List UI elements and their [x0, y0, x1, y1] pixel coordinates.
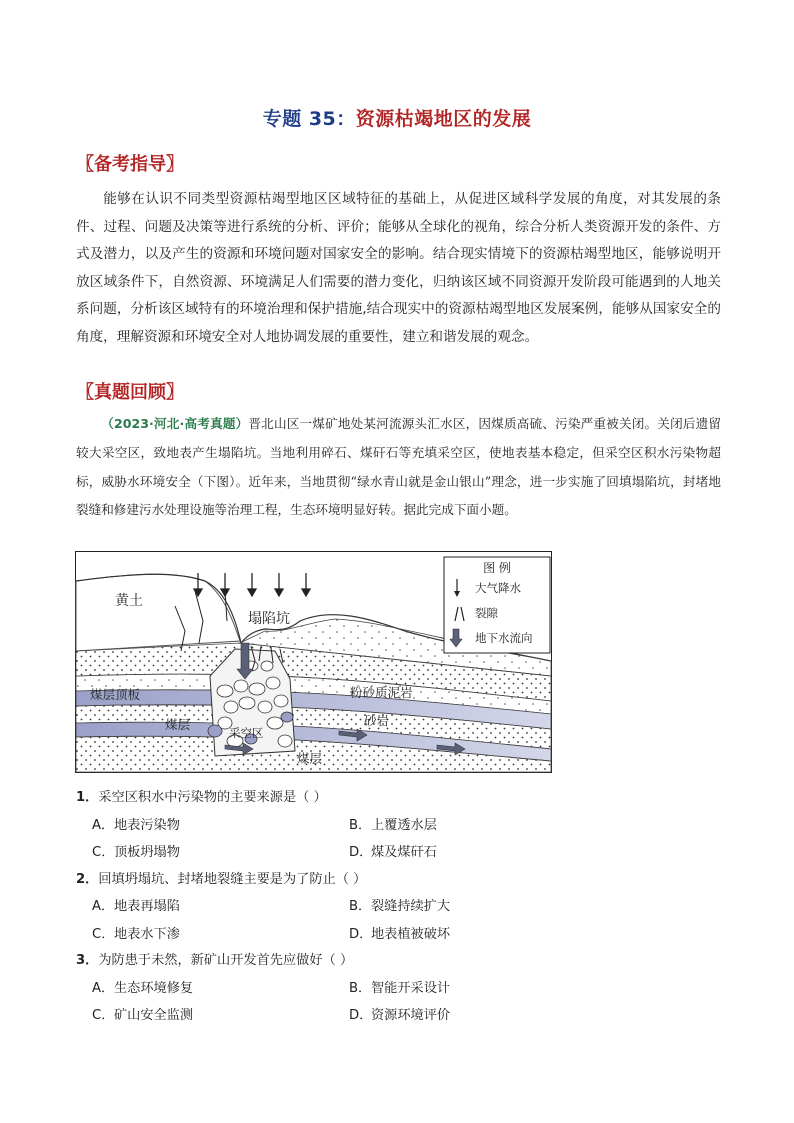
option-text: 资源环境评价 [371, 1008, 451, 1023]
option-b[interactable] [349, 977, 450, 996]
review-line: 晋北山区一煤矿地处某河流源头汇水区，因煤质高硫、污染严重被关闭。关闭 [248, 416, 683, 431]
guide-line: 家安全的角度，理解资源和环境安全对人地协调发展的重要性，建立和谐发展的观念。 [76, 301, 722, 345]
question-number: 1． [76, 790, 99, 805]
guide-line: 件、过程、问题及决策等进行系统的分析、评价；能够从全球化的视角，综合分析人类资源开发的条件、 [76, 218, 708, 235]
option-d[interactable] [349, 923, 450, 942]
label-coal-upper: 煤层 [165, 717, 191, 732]
option-a[interactable] [92, 814, 180, 833]
option-text: 地表再塌陷 [114, 899, 180, 914]
source-tag: （2023·河北·高考真题） [101, 416, 249, 431]
option-b[interactable] [349, 814, 437, 833]
option-label: A． [92, 899, 115, 914]
page-title [0, 104, 794, 131]
label-goaf: 采空区 [229, 726, 264, 740]
review-heading: 〖真题回顾〗 [76, 382, 184, 403]
question-stem: 为防患于未然，新矿山开发首先应做好（ ） [98, 953, 354, 968]
legend-item-crack: 裂隙 [475, 606, 498, 620]
option-text: 煤及煤矸石 [371, 845, 437, 860]
option-b[interactable] [349, 895, 450, 914]
title-topic: 资源枯竭地区的发展 [355, 108, 532, 130]
legend-title: 图 例 [483, 561, 511, 575]
label-sand: 砂岩 [364, 713, 390, 728]
guide-line: 能够在认识不同类型资源枯竭型地区区域特征的基础上，从促进区域科学发展的角度，对其发展的条 [103, 191, 721, 207]
option-label: C． [92, 845, 115, 860]
option-c[interactable] [92, 841, 180, 860]
legend-item-precipitation: 大气降水 [475, 581, 521, 595]
guide-line: 人地关系问题，分析该区域特有的环境治理和保护措施,结合现实中的资源枯竭型地区发展案例，能够从国 [76, 273, 721, 318]
option-text: 生态环境修复 [114, 981, 194, 996]
option-text: 地表水下渗 [114, 927, 180, 942]
geology-diagram [75, 551, 552, 773]
option-text: 地表污染物 [114, 818, 180, 833]
option-text: 智能开采设计 [371, 981, 451, 996]
question-1 [76, 786, 327, 805]
question-number: 3． [76, 953, 99, 968]
review-line: 后遗留较大采空区，致地表产生塌陷坑。当地利用碎石、煤矸石等充填采空区，使地表基本稳定，但采空 [76, 416, 722, 460]
guide-line: 方式及潜力，以及产生的资源和环境问题对国家安全的影响。结合现实情境下的资源枯竭型地区，能够说 [76, 218, 721, 263]
question-2 [76, 868, 366, 887]
guide-line: 明开放区域条件下，自然资源、环境满足人们需要的潜力变化，归纳该区域不同资源开发阶段可能遇到的 [76, 246, 722, 290]
option-c[interactable] [92, 923, 180, 942]
question-stem: 采空区积水中污染物的主要来源是（ ） [98, 790, 327, 805]
option-d[interactable] [349, 841, 437, 860]
figure-legend [444, 557, 550, 653]
option-text: 地表植被破坏 [371, 927, 451, 942]
review-line: 区积水污染物超标，威胁水环境安全（下图）。近年来，当地贯彻“绿水青山就是金山银山”理念，进一 [76, 444, 721, 489]
option-text: 矿山安全监测 [114, 1008, 194, 1023]
option-label: C． [92, 927, 115, 942]
option-a[interactable] [92, 977, 193, 996]
option-label: D． [349, 1008, 373, 1023]
option-label: C． [92, 1008, 115, 1023]
question-3 [76, 949, 353, 968]
option-label: B． [349, 981, 372, 996]
option-label: B． [349, 818, 372, 833]
label-loess: 黄土 [115, 593, 143, 609]
question-stem: 回填坍塌坑、封堵地裂缝主要是为了防止（ ） [98, 872, 367, 887]
option-c[interactable] [92, 1004, 193, 1023]
option-label: A． [92, 818, 115, 833]
label-roof: 煤层顶板 [90, 687, 141, 702]
option-label: B． [349, 899, 372, 914]
option-text: 顶板坍塌物 [114, 845, 180, 860]
option-text: 上覆透水层 [371, 818, 437, 833]
review-paragraph [76, 410, 721, 525]
label-silt: 粉砂质泥岩 [350, 685, 413, 700]
option-label: D． [349, 845, 373, 860]
option-text: 裂缝持续扩大 [371, 899, 451, 914]
question-number: 2． [76, 872, 99, 887]
option-d[interactable] [349, 1004, 450, 1023]
review-line: 步实施了回填塌陷坑，封堵地裂缝和修建污水处理设施等治理工程，生态环境明显好转。据此完成下面小 [76, 473, 722, 518]
review-line: 题。 [491, 502, 517, 518]
guide-heading: 〖备考指导〗 [76, 154, 184, 175]
option-label: D． [349, 927, 373, 942]
option-a[interactable] [92, 895, 180, 914]
label-coal-lower: 煤层 [297, 751, 323, 766]
title-number: 专题 35： [262, 108, 356, 130]
option-label: A． [92, 981, 115, 996]
legend-item-groundwater: 地下水流向 [475, 631, 533, 645]
label-pit: 塌陷坑 [248, 611, 290, 627]
guide-paragraph [76, 186, 721, 352]
